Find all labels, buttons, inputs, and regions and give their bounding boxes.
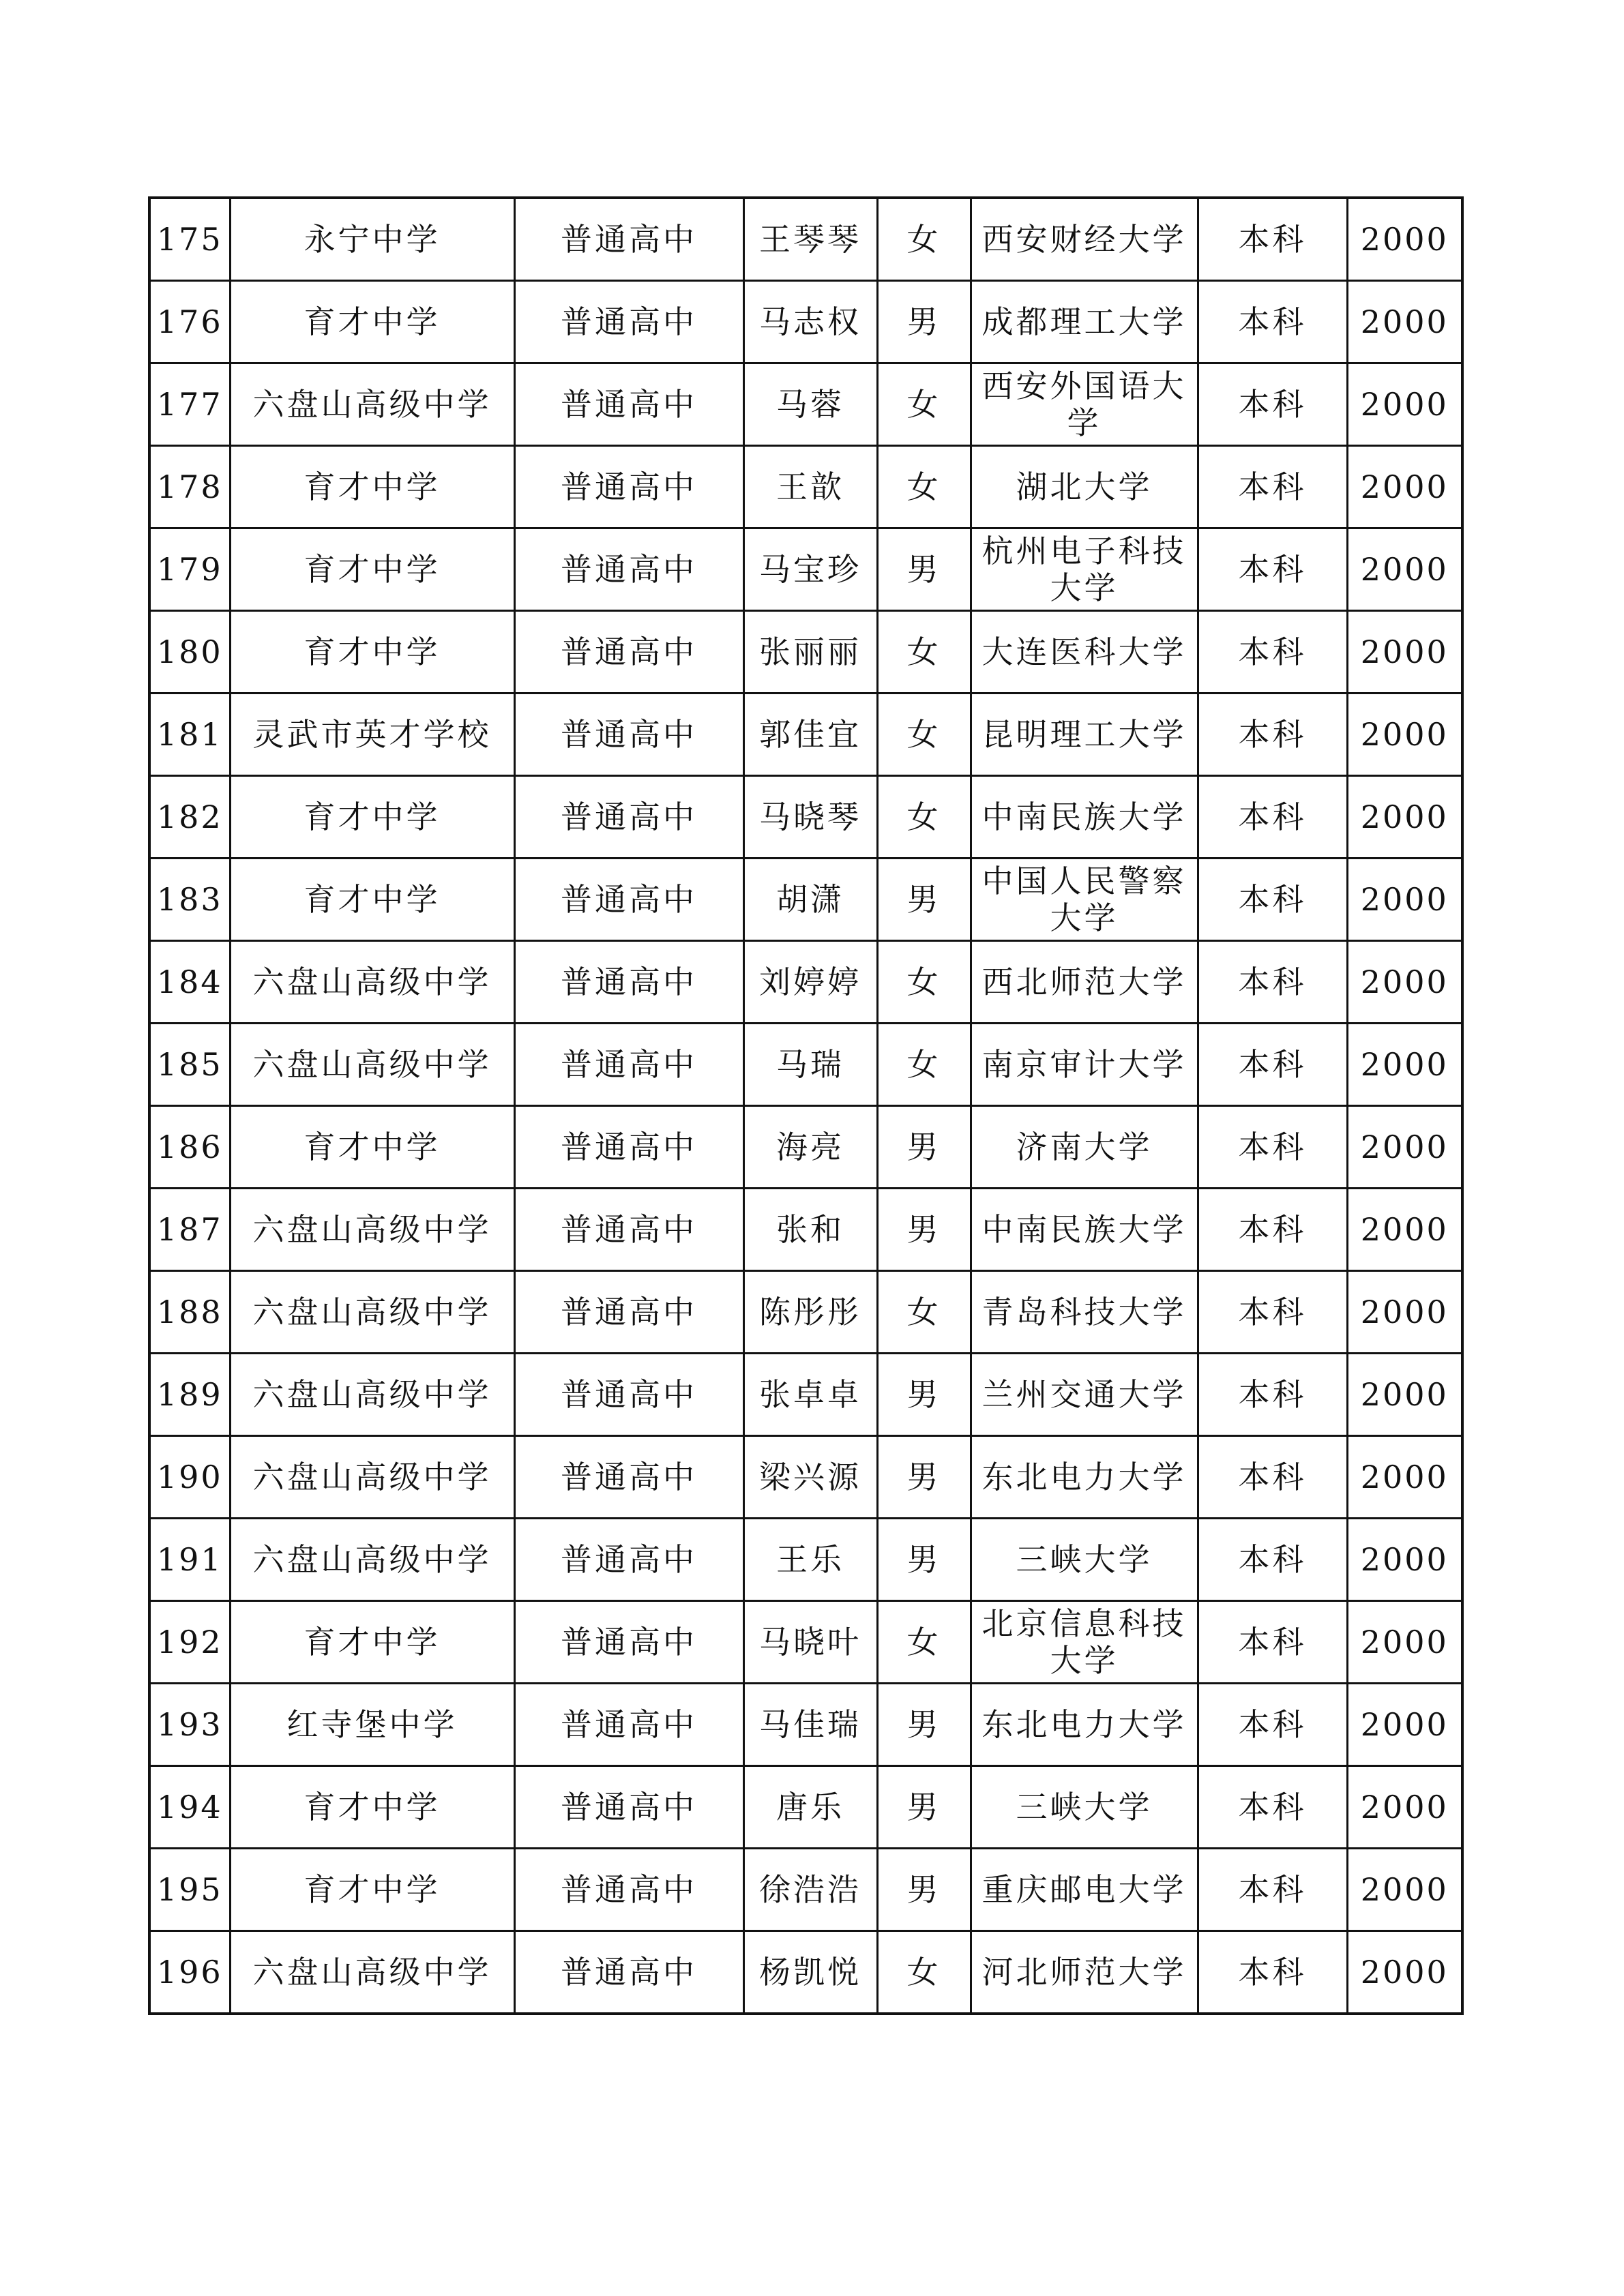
cell-school: 育才中学 (230, 1766, 514, 1849)
cell-school-type: 普通高中 (514, 1271, 743, 1354)
cell-subsidy-amount: 2000 (1347, 198, 1462, 281)
cell-serial-number: 183 (149, 859, 230, 941)
cell-gender: 女 (877, 198, 971, 281)
cell-admitted-university: 东北电力大学 (971, 1684, 1198, 1766)
cell-education-level: 本科 (1198, 941, 1347, 1024)
cell-admitted-university: 大连医科大学 (971, 611, 1198, 694)
cell-school-type: 普通高中 (514, 446, 743, 528)
cell-education-level: 本科 (1198, 1931, 1347, 2014)
cell-school-type: 普通高中 (514, 941, 743, 1024)
cell-school: 育才中学 (230, 528, 514, 611)
cell-student-name: 刘婷婷 (743, 941, 877, 1024)
cell-school: 育才中学 (230, 1601, 514, 1684)
cell-admitted-university: 南京审计大学 (971, 1024, 1198, 1106)
cell-education-level: 本科 (1198, 198, 1347, 281)
table-row (149, 528, 1462, 611)
cell-student-name: 马志权 (743, 281, 877, 363)
cell-student-name: 张卓卓 (743, 1354, 877, 1436)
cell-subsidy-amount: 2000 (1347, 1189, 1462, 1271)
cell-school: 红寺堡中学 (230, 1684, 514, 1766)
cell-education-level: 本科 (1198, 1354, 1347, 1436)
cell-subsidy-amount: 2000 (1347, 1436, 1462, 1519)
cell-subsidy-amount: 2000 (1347, 1024, 1462, 1106)
cell-school-type: 普通高中 (514, 1684, 743, 1766)
cell-admitted-university: 西安财经大学 (971, 198, 1198, 281)
cell-student-name: 海亮 (743, 1106, 877, 1189)
cell-gender: 男 (877, 1766, 971, 1849)
table-row (149, 859, 1462, 941)
table-row (149, 1271, 1462, 1354)
cell-education-level: 本科 (1198, 281, 1347, 363)
cell-admitted-university: 济南大学 (971, 1106, 1198, 1189)
cell-subsidy-amount: 2000 (1347, 363, 1462, 446)
cell-admitted-university: 成都理工大学 (971, 281, 1198, 363)
cell-serial-number: 191 (149, 1519, 230, 1601)
cell-school: 六盘山高级中学 (230, 363, 514, 446)
cell-serial-number: 176 (149, 281, 230, 363)
cell-school-type: 普通高中 (514, 1024, 743, 1106)
table-row (149, 1436, 1462, 1519)
cell-education-level: 本科 (1198, 1766, 1347, 1849)
cell-school-type: 普通高中 (514, 859, 743, 941)
cell-subsidy-amount: 2000 (1347, 1354, 1462, 1436)
cell-serial-number: 179 (149, 528, 230, 611)
cell-subsidy-amount: 2000 (1347, 528, 1462, 611)
cell-school: 育才中学 (230, 859, 514, 941)
cell-student-name: 杨凯悦 (743, 1931, 877, 2014)
cell-education-level: 本科 (1198, 1436, 1347, 1519)
cell-gender: 女 (877, 941, 971, 1024)
table-row (149, 611, 1462, 694)
cell-school-type: 普通高中 (514, 198, 743, 281)
cell-admitted-university: 中南民族大学 (971, 776, 1198, 859)
cell-subsidy-amount: 2000 (1347, 776, 1462, 859)
cell-serial-number: 188 (149, 1271, 230, 1354)
table-row (149, 1766, 1462, 1849)
cell-student-name: 王乐 (743, 1519, 877, 1601)
table-row (149, 1189, 1462, 1271)
cell-student-name: 胡潇 (743, 859, 877, 941)
cell-student-name: 张和 (743, 1189, 877, 1271)
cell-education-level: 本科 (1198, 1684, 1347, 1766)
cell-school-type: 普通高中 (514, 1189, 743, 1271)
cell-student-name: 徐浩浩 (743, 1849, 877, 1931)
cell-education-level: 本科 (1198, 363, 1347, 446)
cell-school-type: 普通高中 (514, 1931, 743, 2014)
cell-student-name: 马佳瑞 (743, 1684, 877, 1766)
cell-school-type: 普通高中 (514, 528, 743, 611)
cell-school: 六盘山高级中学 (230, 1436, 514, 1519)
cell-admitted-university: 西北师范大学 (971, 941, 1198, 1024)
cell-education-level: 本科 (1198, 1106, 1347, 1189)
cell-school: 六盘山高级中学 (230, 1354, 514, 1436)
cell-school: 育才中学 (230, 776, 514, 859)
cell-student-name: 马晓叶 (743, 1601, 877, 1684)
cell-gender: 女 (877, 1271, 971, 1354)
cell-school: 育才中学 (230, 446, 514, 528)
cell-school: 育才中学 (230, 281, 514, 363)
cell-serial-number: 196 (149, 1931, 230, 2014)
cell-school-type: 普通高中 (514, 1849, 743, 1931)
table-row (149, 1519, 1462, 1601)
cell-serial-number: 178 (149, 446, 230, 528)
cell-student-name: 马晓琴 (743, 776, 877, 859)
cell-serial-number: 184 (149, 941, 230, 1024)
cell-education-level: 本科 (1198, 1189, 1347, 1271)
cell-subsidy-amount: 2000 (1347, 1601, 1462, 1684)
table-body (149, 198, 1462, 2014)
cell-subsidy-amount: 2000 (1347, 1849, 1462, 1931)
cell-admitted-university: 河北师范大学 (971, 1931, 1198, 2014)
cell-school: 灵武市英才学校 (230, 694, 514, 776)
cell-serial-number: 193 (149, 1684, 230, 1766)
cell-education-level: 本科 (1198, 611, 1347, 694)
cell-school-type: 普通高中 (514, 1106, 743, 1189)
cell-education-level: 本科 (1198, 776, 1347, 859)
cell-school: 六盘山高级中学 (230, 1189, 514, 1271)
table-row (149, 1684, 1462, 1766)
table-row (149, 1354, 1462, 1436)
cell-school-type: 普通高中 (514, 1766, 743, 1849)
cell-subsidy-amount: 2000 (1347, 1271, 1462, 1354)
cell-admitted-university: 三峡大学 (971, 1519, 1198, 1601)
table-row (149, 198, 1462, 281)
cell-student-name: 张丽丽 (743, 611, 877, 694)
cell-education-level: 本科 (1198, 446, 1347, 528)
cell-education-level: 本科 (1198, 859, 1347, 941)
cell-serial-number: 190 (149, 1436, 230, 1519)
cell-subsidy-amount: 2000 (1347, 1106, 1462, 1189)
cell-admitted-university: 湖北大学 (971, 446, 1198, 528)
cell-school: 育才中学 (230, 1106, 514, 1189)
cell-serial-number: 181 (149, 694, 230, 776)
cell-admitted-university: 东北电力大学 (971, 1436, 1198, 1519)
cell-student-name: 马瑞 (743, 1024, 877, 1106)
cell-education-level: 本科 (1198, 1271, 1347, 1354)
cell-education-level: 本科 (1198, 694, 1347, 776)
cell-gender: 女 (877, 1024, 971, 1106)
cell-school-type: 普通高中 (514, 1519, 743, 1601)
cell-gender: 男 (877, 1519, 971, 1601)
cell-subsidy-amount: 2000 (1347, 1766, 1462, 1849)
cell-student-name: 唐乐 (743, 1766, 877, 1849)
cell-admitted-university: 青岛科技大学 (971, 1271, 1198, 1354)
cell-serial-number: 189 (149, 1354, 230, 1436)
cell-admitted-university: 重庆邮电大学 (971, 1849, 1198, 1931)
cell-education-level: 本科 (1198, 1601, 1347, 1684)
cell-admitted-university: 兰州交通大学 (971, 1354, 1198, 1436)
cell-serial-number: 187 (149, 1189, 230, 1271)
cell-student-name: 马蓉 (743, 363, 877, 446)
cell-subsidy-amount: 2000 (1347, 1684, 1462, 1766)
cell-school: 六盘山高级中学 (230, 1024, 514, 1106)
cell-gender: 男 (877, 1436, 971, 1519)
cell-gender: 男 (877, 1684, 971, 1766)
cell-school: 六盘山高级中学 (230, 1519, 514, 1601)
cell-gender: 男 (877, 281, 971, 363)
cell-student-name: 梁兴源 (743, 1436, 877, 1519)
cell-school-type: 普通高中 (514, 281, 743, 363)
cell-school-type: 普通高中 (514, 694, 743, 776)
cell-student-name: 马宝珍 (743, 528, 877, 611)
table-row (149, 363, 1462, 446)
cell-serial-number: 182 (149, 776, 230, 859)
cell-serial-number: 194 (149, 1766, 230, 1849)
cell-gender: 女 (877, 694, 971, 776)
cell-subsidy-amount: 2000 (1347, 611, 1462, 694)
cell-admitted-university: 西安外国语大学 (971, 363, 1198, 446)
cell-serial-number: 175 (149, 198, 230, 281)
cell-student-name: 郭佳宜 (743, 694, 877, 776)
cell-school-type: 普通高中 (514, 776, 743, 859)
cell-serial-number: 180 (149, 611, 230, 694)
table-row (149, 694, 1462, 776)
cell-school: 六盘山高级中学 (230, 1931, 514, 2014)
cell-admitted-university: 北京信息科技大学 (971, 1601, 1198, 1684)
cell-gender: 女 (877, 1601, 971, 1684)
cell-serial-number: 186 (149, 1106, 230, 1189)
cell-subsidy-amount: 2000 (1347, 446, 1462, 528)
cell-subsidy-amount: 2000 (1347, 694, 1462, 776)
table-row (149, 1601, 1462, 1684)
cell-gender: 女 (877, 363, 971, 446)
cell-education-level: 本科 (1198, 1519, 1347, 1601)
cell-school: 育才中学 (230, 611, 514, 694)
cell-school: 永宁中学 (230, 198, 514, 281)
subsidy-recipient-table (148, 196, 1464, 2015)
table-row (149, 1849, 1462, 1931)
table-row (149, 776, 1462, 859)
cell-subsidy-amount: 2000 (1347, 859, 1462, 941)
table-row (149, 1931, 1462, 2014)
cell-gender: 女 (877, 446, 971, 528)
cell-serial-number: 185 (149, 1024, 230, 1106)
cell-education-level: 本科 (1198, 528, 1347, 611)
cell-school: 六盘山高级中学 (230, 1271, 514, 1354)
cell-student-name: 陈彤彤 (743, 1271, 877, 1354)
cell-subsidy-amount: 2000 (1347, 1519, 1462, 1601)
cell-student-name: 王琴琴 (743, 198, 877, 281)
cell-student-name: 王歆 (743, 446, 877, 528)
cell-school-type: 普通高中 (514, 363, 743, 446)
cell-gender: 男 (877, 1849, 971, 1931)
cell-admitted-university: 杭州电子科技大学 (971, 528, 1198, 611)
table-row (149, 446, 1462, 528)
cell-school-type: 普通高中 (514, 1601, 743, 1684)
cell-gender: 女 (877, 611, 971, 694)
cell-gender: 男 (877, 859, 971, 941)
cell-school: 育才中学 (230, 1849, 514, 1931)
cell-gender: 女 (877, 776, 971, 859)
cell-serial-number: 195 (149, 1849, 230, 1931)
cell-education-level: 本科 (1198, 1024, 1347, 1106)
cell-admitted-university: 中国人民警察大学 (971, 859, 1198, 941)
cell-admitted-university: 三峡大学 (971, 1766, 1198, 1849)
cell-gender: 男 (877, 1106, 971, 1189)
cell-subsidy-amount: 2000 (1347, 281, 1462, 363)
cell-school-type: 普通高中 (514, 1354, 743, 1436)
cell-serial-number: 192 (149, 1601, 230, 1684)
table-row (149, 281, 1462, 363)
cell-gender: 女 (877, 1931, 971, 2014)
cell-admitted-university: 中南民族大学 (971, 1189, 1198, 1271)
cell-school-type: 普通高中 (514, 611, 743, 694)
cell-admitted-university: 昆明理工大学 (971, 694, 1198, 776)
cell-gender: 男 (877, 1354, 971, 1436)
cell-school-type: 普通高中 (514, 1436, 743, 1519)
table-row (149, 1106, 1462, 1189)
cell-gender: 男 (877, 1189, 971, 1271)
cell-subsidy-amount: 2000 (1347, 1931, 1462, 2014)
cell-subsidy-amount: 2000 (1347, 941, 1462, 1024)
cell-serial-number: 177 (149, 363, 230, 446)
table-row (149, 1024, 1462, 1106)
cell-gender: 男 (877, 528, 971, 611)
cell-education-level: 本科 (1198, 1849, 1347, 1931)
table-row (149, 941, 1462, 1024)
cell-school: 六盘山高级中学 (230, 941, 514, 1024)
